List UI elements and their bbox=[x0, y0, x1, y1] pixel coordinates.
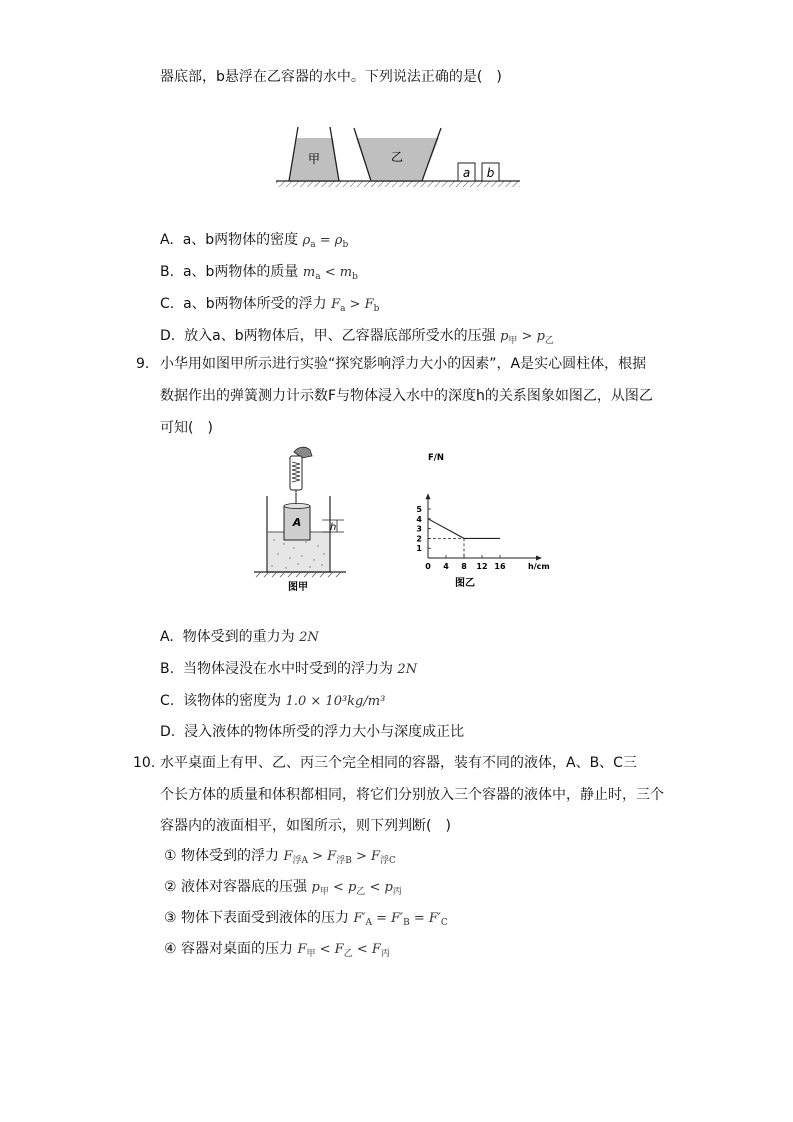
q8-intro: 器底部，b悬浮在乙容器的水中。下列说法正确的是( ) bbox=[160, 69, 502, 85]
q10-line3: 容器内的液面相平，如图所示，则下列判断( ) bbox=[160, 818, 451, 834]
chart-y-tick-label: 5 bbox=[416, 505, 422, 514]
option-text: 该物体的密度为 bbox=[183, 693, 282, 709]
item-expression: $p_甲 < p_乙 < p_丙$ bbox=[311, 880, 402, 897]
chart-caption: 图乙 bbox=[455, 578, 475, 589]
option-text: 放入a、b两物体后，甲、乙容器底部所受水的压强 bbox=[184, 328, 496, 344]
q9-line2: 数据作出的弹簧测力计示数F与物体浸入水中的深度h的关系图象如图乙，从图乙 bbox=[160, 388, 653, 404]
chart-series-line bbox=[428, 519, 500, 539]
option-text: a、b两物体的密度 bbox=[182, 232, 299, 248]
chart-y-tick-label: 3 bbox=[416, 524, 422, 534]
chart-x-tick-label: 4 bbox=[443, 562, 449, 571]
chart-x-tick-label: 8 bbox=[461, 562, 467, 571]
q9-chart bbox=[410, 448, 550, 590]
q10-line2: 个长方体的质量和体积都相同，将它们分别放入三个容器的液体中，静止时，三个 bbox=[160, 787, 664, 803]
option-letter: A. bbox=[160, 629, 174, 645]
option-expression: $\rho_a = \rho_b$ bbox=[302, 233, 349, 250]
chart-x-arrow bbox=[536, 556, 542, 561]
option-letter: B. bbox=[160, 661, 175, 677]
item-mark: ④ bbox=[164, 941, 177, 957]
option-letter: A. bbox=[160, 232, 174, 248]
option-text: 当物体浸没在水中时受到的浮力为 bbox=[182, 661, 393, 677]
q9-line1: 小华用如图甲所示进行实验“探究影响浮力大小的因素”，A是实心圆柱体，根据 bbox=[160, 356, 647, 372]
option-expression: $p_甲 > p_乙$ bbox=[500, 329, 554, 346]
q9-number: 9. bbox=[136, 356, 150, 372]
option-expression: 1.0 × 10³kg/m³ bbox=[285, 694, 386, 709]
block-b-label: b bbox=[486, 166, 495, 180]
q10-line1: 水平桌面上有甲、乙、丙三个完全相同的容器，装有不同的液体，A、B、C三 bbox=[160, 755, 637, 771]
depth-label: h bbox=[330, 522, 337, 533]
item-expression: $F'_A = F'_B = F'_C$ bbox=[353, 911, 448, 928]
chart-y-tick-label: 4 bbox=[416, 514, 422, 524]
q9-option-c bbox=[160, 691, 385, 712]
q10-item-3 bbox=[164, 908, 448, 933]
container-jia-label: 甲 bbox=[307, 152, 321, 166]
q8-figure bbox=[270, 118, 525, 190]
option-expression: $F_a > F_b$ bbox=[331, 297, 380, 314]
chart-x-tick-label: 12 bbox=[476, 562, 488, 571]
ground-hatch bbox=[276, 181, 520, 187]
option-letter: C. bbox=[160, 296, 175, 312]
item-text: 物体下表面受到液体的压力 bbox=[181, 910, 350, 926]
q10-item-1 bbox=[164, 846, 396, 871]
container-yi-label: 乙 bbox=[390, 150, 404, 164]
q8-option-d bbox=[160, 326, 554, 351]
option-expression: 2N bbox=[299, 630, 319, 645]
q9-option-a bbox=[160, 627, 319, 648]
chart-y-tick-label: 1 bbox=[416, 544, 422, 554]
option-text: a、b两物体所受的浮力 bbox=[183, 296, 327, 312]
q9-option-b bbox=[160, 659, 417, 680]
option-text: 浸入液体的物体所受的浮力大小与深度成正比 bbox=[184, 724, 465, 740]
chart-ylabel: F/N bbox=[428, 453, 445, 463]
item-expression: $F_甲 < F_乙 < F_丙$ bbox=[297, 942, 390, 959]
chart-x-tick-label: 16 bbox=[494, 562, 506, 571]
cylinder-a-label: A bbox=[292, 516, 302, 529]
item-expression: $F_{浮A} > F_{浮B} > F_{浮C}$ bbox=[283, 849, 396, 866]
q10-item-4 bbox=[164, 939, 390, 964]
option-letter: B. bbox=[160, 264, 175, 280]
q8-option-b bbox=[160, 262, 358, 287]
q8-option-c bbox=[160, 294, 379, 319]
item-mark: ① bbox=[164, 848, 177, 864]
item-text: 物体受到的浮力 bbox=[181, 848, 280, 864]
item-text: 容器对桌面的压力 bbox=[181, 941, 294, 957]
chart-y-tick-label: 2 bbox=[416, 534, 422, 544]
option-letter: D. bbox=[160, 724, 176, 740]
q9-option-d bbox=[160, 722, 464, 742]
option-expression: $m_a < m_b$ bbox=[302, 265, 358, 282]
chart-xlabel: h/cm bbox=[528, 562, 550, 571]
option-expression: 2N bbox=[397, 662, 418, 677]
q9-line3: 可知( ) bbox=[160, 420, 213, 436]
item-text: 液体对容器底的压强 bbox=[181, 879, 308, 895]
q10-number: 10. bbox=[133, 755, 156, 771]
chart-y-arrow bbox=[426, 493, 431, 499]
q8-option-a bbox=[160, 230, 348, 255]
q9-figure-jia bbox=[250, 444, 355, 594]
item-mark: ② bbox=[164, 879, 177, 895]
chart-x-tick-label: 0 bbox=[425, 562, 431, 571]
option-text: a、b两物体的质量 bbox=[182, 264, 299, 280]
option-text: 物体受到的重力为 bbox=[182, 629, 295, 645]
q10-item-2 bbox=[164, 877, 402, 902]
option-letter: C. bbox=[160, 693, 175, 709]
option-letter: D. bbox=[160, 328, 176, 344]
block-a-label: a bbox=[462, 166, 471, 180]
item-mark: ③ bbox=[164, 910, 177, 926]
figure-jia-caption: 图甲 bbox=[288, 582, 308, 593]
